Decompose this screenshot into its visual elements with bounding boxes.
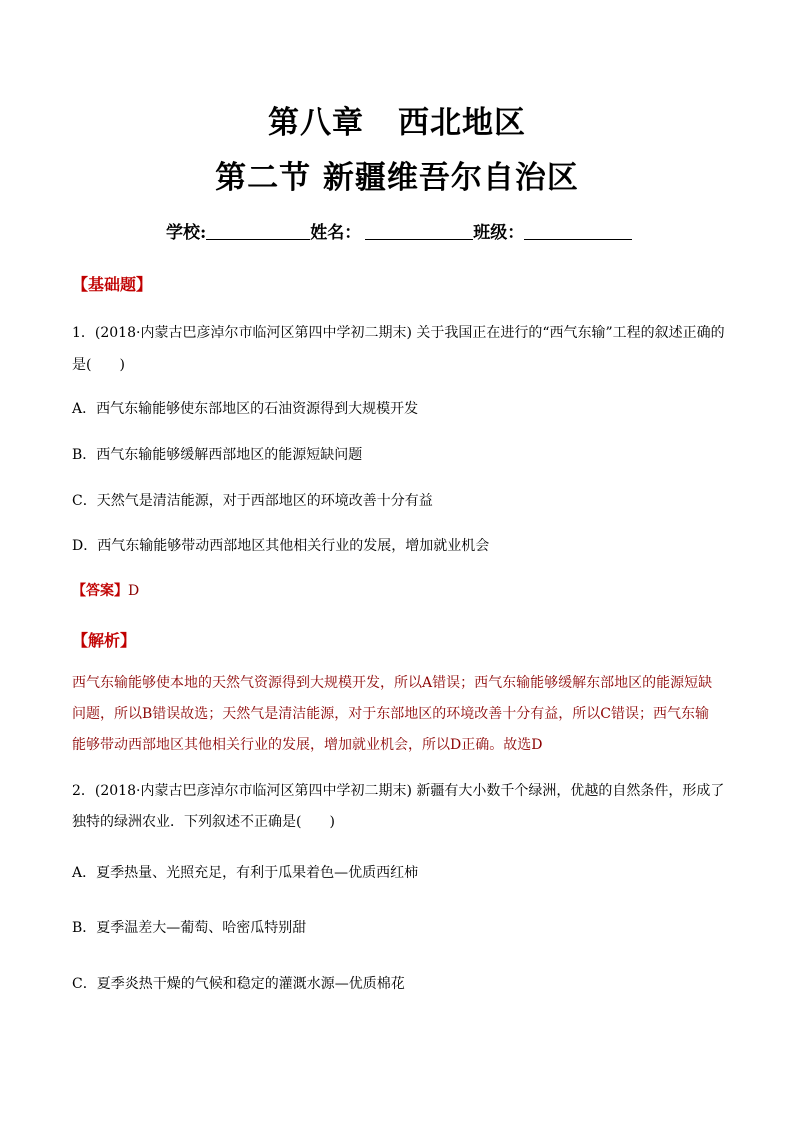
q1-option-c: C．天然气是清洁能源，对于西部地区的环境改善十分有益 — [72, 493, 433, 509]
q1-stem-line-1: 1．(2018·内蒙古巴彦淖尔市临河区第四中学初二期末) 关于我国正在进行的“西气东输”工程的叙述正确的 — [72, 325, 725, 341]
school-blank — [206, 223, 310, 240]
name-label: 姓名： — [310, 223, 362, 243]
name-blank — [365, 223, 473, 240]
q2-stem-line-1: 2．(2018·内蒙古巴彦淖尔市临河区第四中学初二期末) 新疆有大小数千个绿洲，优越的自然条件，形成了 — [72, 783, 725, 799]
chapter-title — [0, 97, 794, 142]
section-title: 第二节 新疆维吾尔自治区 — [215, 160, 579, 196]
q2-stem — [72, 776, 724, 838]
analysis-line-2: 问题，所以B错误故选；天然气是清洁能源，对于东部地区的环境改善十分有益，所以C错误；西气东输 — [72, 706, 709, 722]
q1-analysis — [72, 668, 724, 761]
q2-stem-line-2: 独特的绿洲农业．下列叙述不正确是( ) — [72, 814, 335, 830]
q1-answer — [72, 576, 139, 606]
class-blank — [524, 223, 632, 240]
q1-option-a: A．西气东输能够使东部地区的石油资源得到大规模开发 — [72, 401, 419, 417]
answer-value: D — [128, 583, 140, 599]
school-label: 学校: — [166, 223, 207, 243]
basic-questions-heading: 【基础题】 — [72, 275, 153, 294]
q2-option-b: B．夏季温差大—葡萄、哈密瓜特别甜 — [72, 920, 307, 936]
q1-option-b: B．西气东输能够缓解西部地区的能源短缺问题 — [72, 447, 363, 463]
analysis-line-1: 西气东输能够使本地的天然气资源得到大规模开发，所以A错误；西气东输能够缓解东部地区的能源短缺 — [72, 675, 713, 691]
analysis-line-3: 能够带动西部地区其他相关行业的发展，增加就业机会，所以D正确。故选D — [72, 737, 543, 753]
q2-option-c: C．夏季炎热干燥的气候和稳定的灌溉水源—优质棉花 — [72, 976, 405, 992]
class-label: 班级： — [473, 223, 525, 243]
q1-stem-line-2: 是( ) — [72, 357, 125, 373]
chapter-number: 第八章 — [268, 105, 364, 141]
student-info-line — [166, 218, 632, 243]
chapter-region: 西北地区 — [398, 105, 526, 141]
q1-option-d: D．西气东输能够带动西部地区其他相关行业的发展，增加就业机会 — [72, 538, 490, 554]
answer-label: 【答案】 — [72, 583, 128, 599]
analysis-heading: 【解析】 — [72, 631, 137, 650]
q2-option-a: A．夏季热量、光照充足，有利于瓜果着色—优质西红柿 — [72, 865, 419, 881]
